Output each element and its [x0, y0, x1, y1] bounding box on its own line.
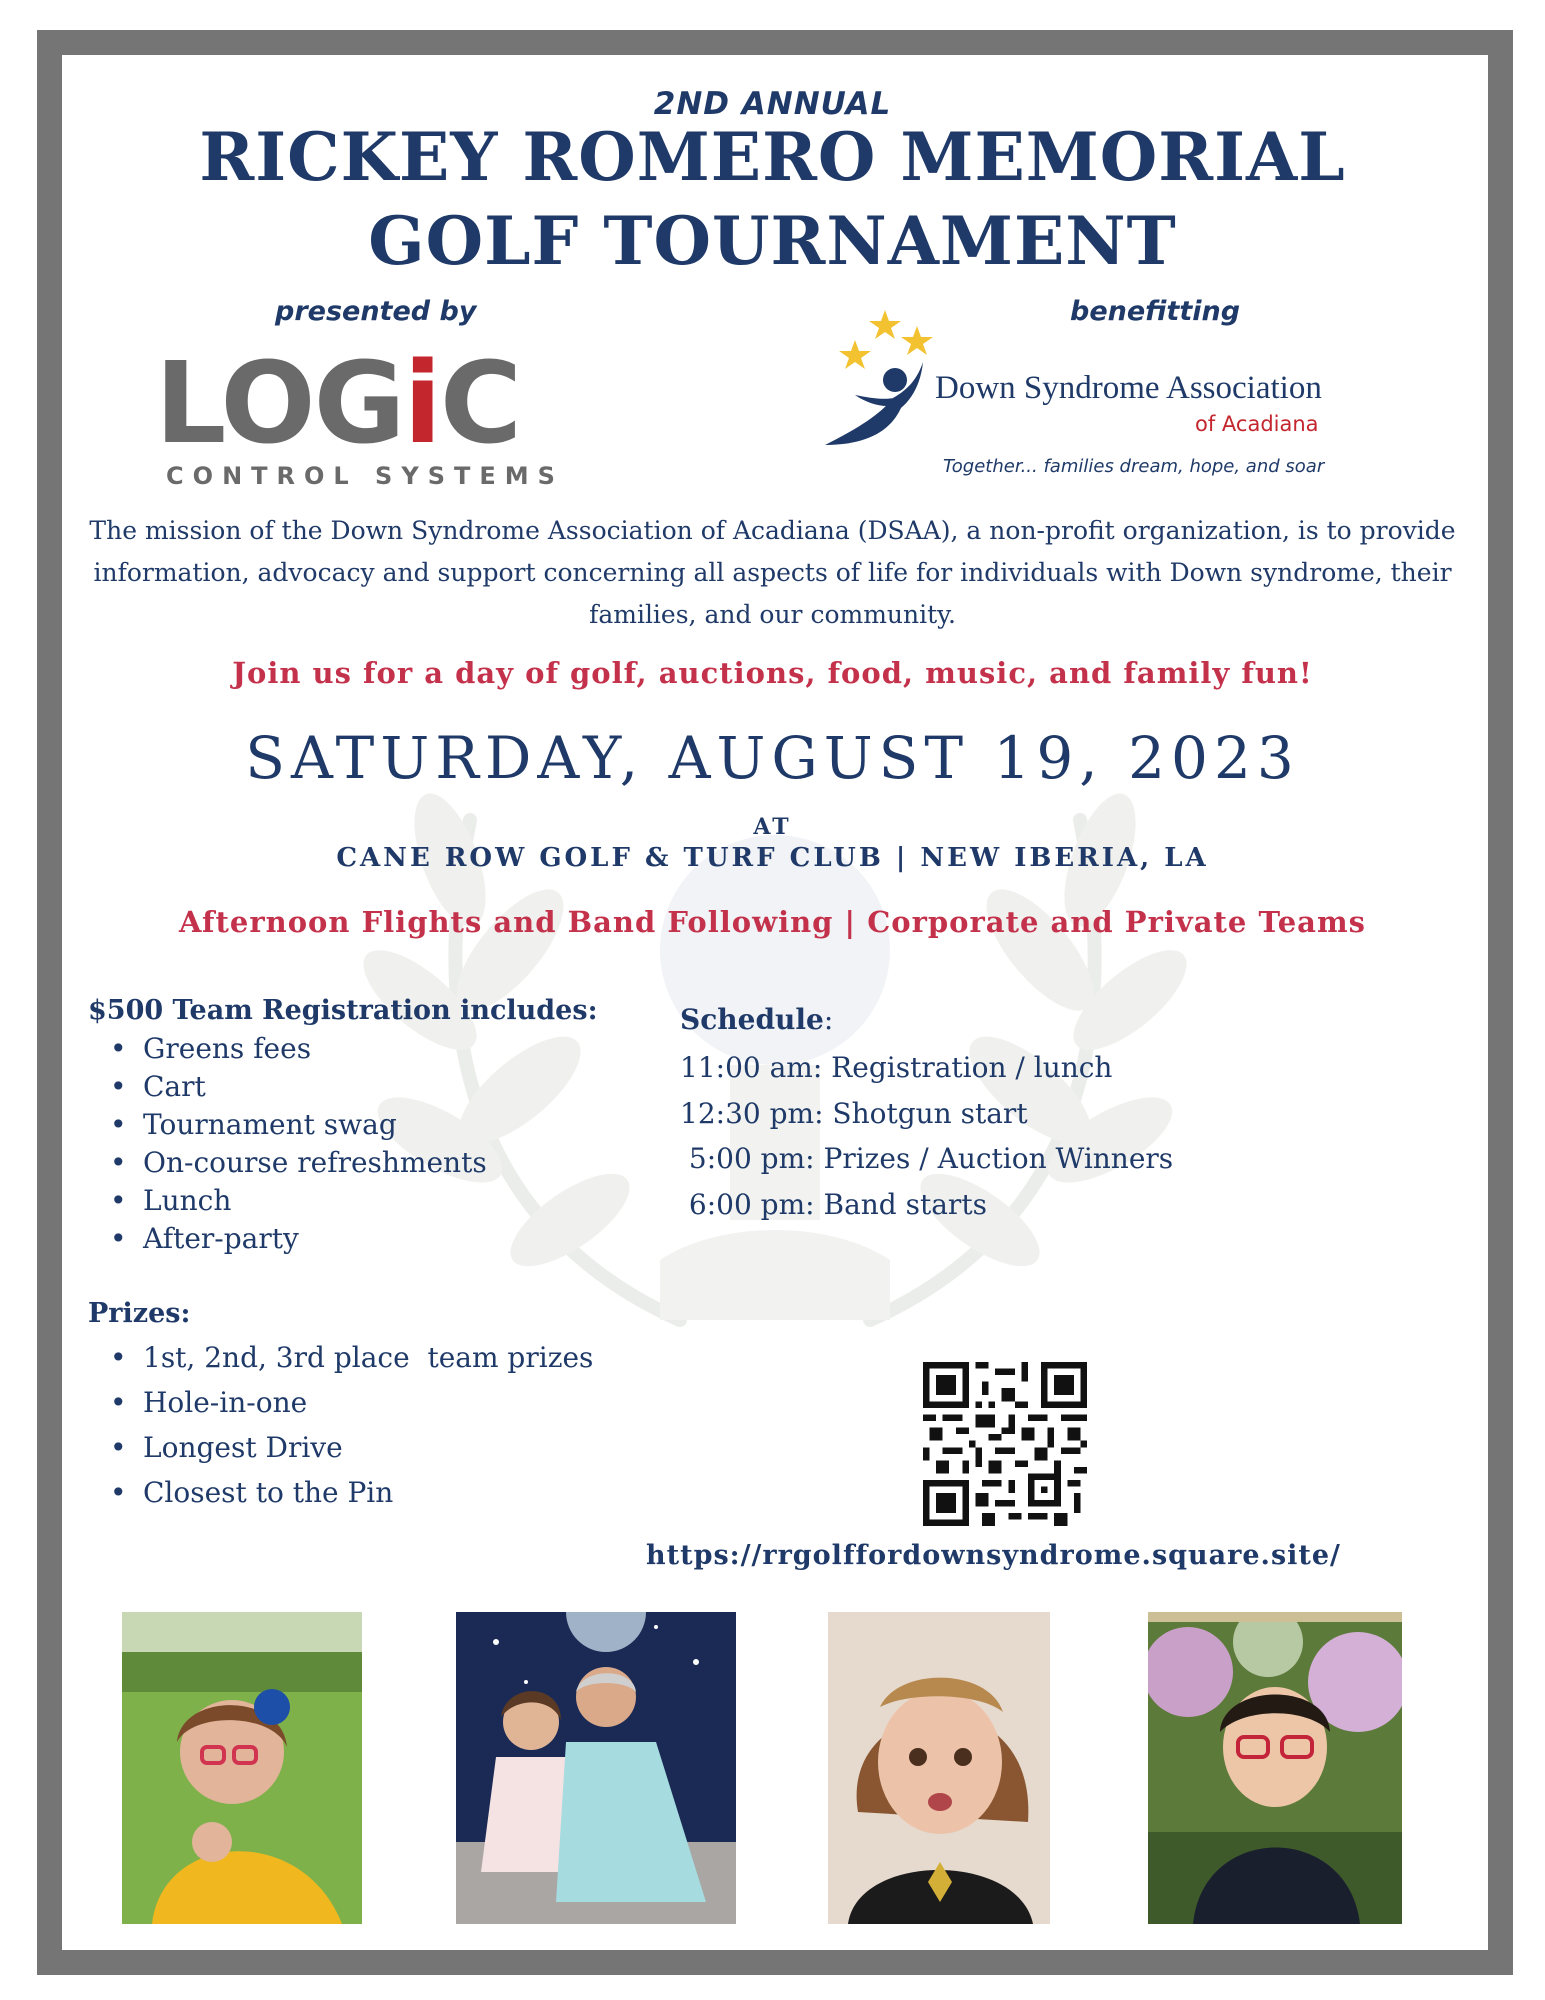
registration-heading: $500 Team Registration includes: — [88, 995, 598, 1026]
event-at-label: AT — [753, 814, 792, 840]
logo-subline: CONTROL SYSTEMS — [166, 462, 564, 490]
list-item: • Tournament swag — [88, 1106, 487, 1144]
list-item: • Hole-in-one — [88, 1380, 593, 1425]
invitation-line: Join us for a day of golf, auctions, food, music, and family fun! — [232, 656, 1313, 690]
schedule-heading — [680, 1003, 833, 1036]
photo-boy-with-glasses — [1148, 1612, 1402, 1924]
schedule-heading-text: Schedule — [680, 1003, 824, 1036]
list-item: • On-course refreshments — [88, 1144, 487, 1182]
event-date: SATURDAY, AUGUST 19, 2023 — [245, 724, 1300, 792]
photo-child-in-field — [122, 1612, 362, 1924]
annual-label: 2ND ANNUAL — [653, 86, 892, 122]
list-item: • 1st, 2nd, 3rd place team prizes — [88, 1335, 593, 1380]
list-item: 12:30 pm: Shotgun start — [680, 1096, 1028, 1130]
dsaa-emblem — [815, 310, 945, 480]
list-item: • Cart — [88, 1068, 487, 1106]
list-item: 6:00 pm: Band starts — [680, 1187, 987, 1221]
event-venue: CANE ROW GOLF & TURF CLUB | NEW IBERIA, LA — [336, 843, 1209, 873]
list-item: 11:00 am: Registration / lunch — [680, 1051, 1113, 1084]
list-item: • Lunch — [88, 1182, 487, 1220]
schedule-list — [680, 1045, 1173, 1227]
photo-girl-with-headband — [828, 1612, 1050, 1924]
logo-word-part-1: LOG — [155, 339, 404, 469]
prizes-list — [88, 1335, 593, 1515]
logo-wordmark — [155, 339, 521, 469]
schedule-heading-colon: : — [823, 1003, 834, 1036]
title-line-2: GOLF TOURNAMENT — [368, 202, 1177, 280]
registration-list — [88, 1030, 487, 1258]
photo-girl-with-grandfather — [456, 1612, 736, 1924]
dsaa-logo — [815, 310, 1375, 490]
list-item: 5:00 pm: Prizes / Auction Winners — [680, 1142, 1174, 1175]
title-line-1: RICKEY ROMERO MEMORIAL — [199, 118, 1346, 196]
registration-link[interactable]: https://rrgolffordownsyndrome.square.site/ — [646, 1540, 1341, 1571]
dsaa-name: Down Syndrome Association — [935, 370, 1322, 406]
list-item: • Greens fees — [88, 1030, 487, 1068]
page-title — [0, 115, 1545, 283]
event-flights: Afternoon Flights and Band Following | Corporate and Private Teams — [179, 905, 1366, 939]
list-item: • Longest Drive — [88, 1425, 593, 1470]
presented-by-label: presented by — [275, 296, 477, 327]
qr-code-icon[interactable] — [923, 1362, 1087, 1526]
star-icon — [839, 310, 933, 369]
logo-word-i: i — [403, 339, 440, 469]
mission-statement: The mission of the Down Syndrome Association of Acadiana (DSAA), a non-profit organization, is to provide information, advocacy and support concerning all aspects of life for individuals with Down syndrome, their families, and our community. — [89, 516, 1456, 629]
prizes-heading: Prizes: — [88, 1298, 191, 1329]
list-item: • After-party — [88, 1220, 487, 1258]
person-figure-icon — [825, 362, 923, 445]
dsaa-of-line: of Acadiana — [1195, 412, 1319, 436]
benefitting-label: benefitting — [1070, 296, 1241, 327]
logo-word-part-2: C — [439, 339, 521, 469]
logic-control-systems-logo — [155, 339, 575, 490]
list-item: • Closest to the Pin — [88, 1470, 593, 1515]
dsaa-tagline: Together... families dream, hope, and soar — [943, 456, 1325, 477]
